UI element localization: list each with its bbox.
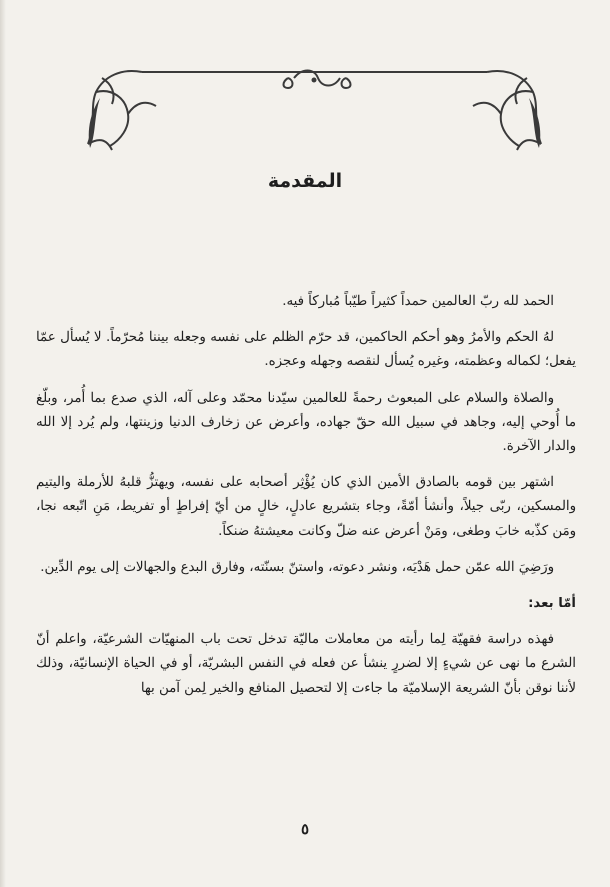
paragraph	[36, 290, 576, 314]
decorative-header-ornament	[82, 58, 547, 158]
paragraph-text: ورَضِيَ الله عمّن حمل هَدْيَه، ونشر دعوته، واستنّ بسنّته، وفارق البدع والجهالات إلى يوم الدِّين.	[40, 559, 554, 575]
paragraph	[36, 387, 576, 460]
page-edge	[0, 0, 6, 887]
page-number: ٥	[300, 820, 310, 838]
paragraph-text: فهذه دراسة فقهيّة لِما رأيته من معاملات ماليّة تدخل تحت باب المنهيّات الشرعيّة، واعلم أنّ الشرع ما نهى عن شيءٍ إلا لضررٍ ينشأ عن فعله في النفس البشريّة، أو في الحياة الإنسانيّة، وذلك لأننا نوقن بأنّ الشريعة الإسلاميّة ما جاءت إلا لتحصيل المنافع والخير لِمن آمن بها	[36, 632, 576, 696]
paragraph	[36, 471, 576, 544]
page-title: المقدمة	[267, 170, 343, 192]
paragraph-text: اشتهر بين قومه بالصادق الأمين الذي كان يُؤْثِر أصحابه على نفسه، ويهتزُّ قلبهُ للأرملة واليتيم والمسكين، ربّى جيلاً، وأنشأ أمّةً، وجاء بتشريع عادلٍ، خالٍ من أيّ إفراطٍ أو تفريط، مَنِ اتّبعه نجا، ومَن كذّبه خابَ وطغى، ومَنْ أعرض عنه ضلّ وكانت معيشتهُ ضنكاً.	[36, 475, 576, 539]
paragraph-text: والصلاة والسلام على المبعوث رحمةً للعالمين سيّدنا محمّد وعلى آله، الذي صدع بما أُمر، وبلّغ ما أُوحي إليه، وجاهد في سبيل الله حقّ جهاده، وأعرض عن زخارف الدنيا وزينتها، ولم يُرد إلا الله والدار الآخرة.	[36, 390, 576, 455]
paragraph	[36, 556, 576, 580]
paragraph	[36, 628, 576, 701]
body-text	[36, 290, 576, 713]
paragraph-text: الحمد لله ربّ العالمين حمداً كثيراً طيّباً مُباركاً فيه.	[282, 294, 554, 309]
paragraph	[36, 326, 576, 374]
paragraph-text: لهُ الحكم والأمرُ وهو أحكم الحاكمين، قد حرّم الظلم على نفسه وجعله بيننا مُحرّماً. لا يُسأل عمّا يفعل؛ لكماله وعظمته، وغيره يُسأل لنقصه وجهله وعجزه.	[36, 330, 576, 370]
section-subheading: أمّا بعد:	[528, 596, 576, 612]
